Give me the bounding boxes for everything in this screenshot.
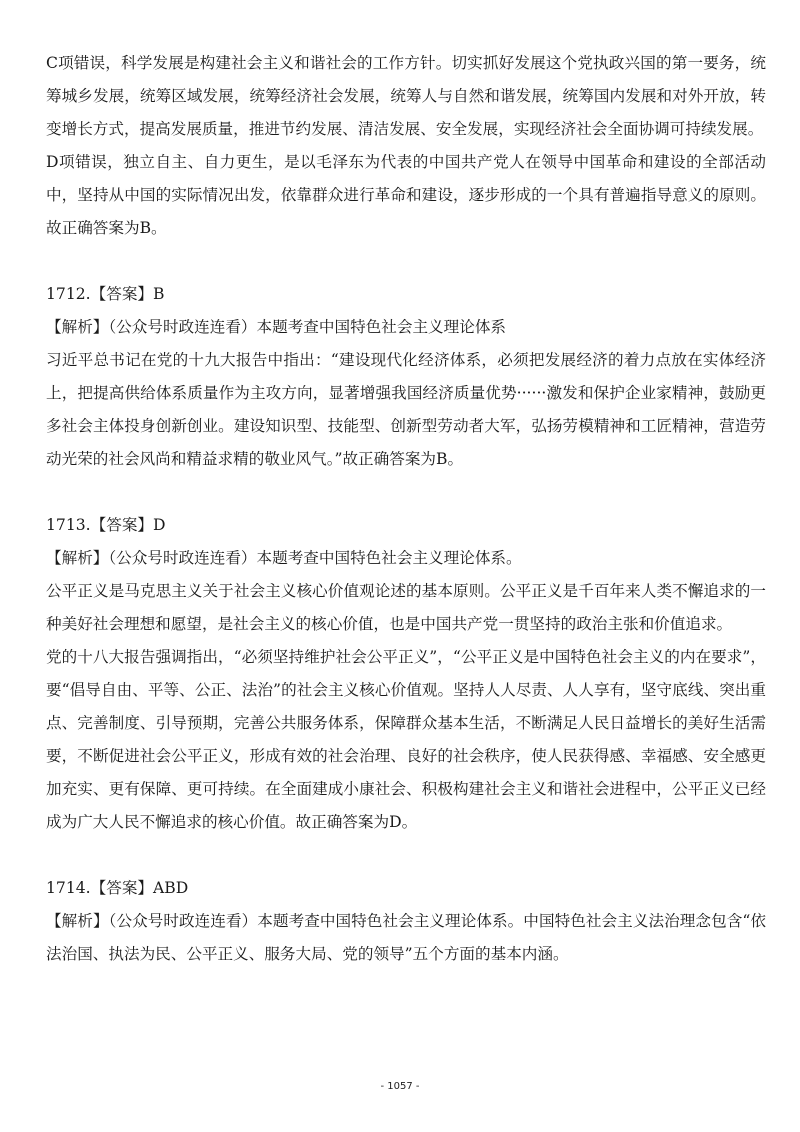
spacer [46, 476, 766, 509]
spacer [46, 839, 766, 872]
question-1713-body-2: 党的十八大报告强调指出，“必须坚持维护社会公平正义”，“公平正义是中国特色社会主义的内在要求”，要“倡导自由、平等、公正、法治”的社会主义核心价值观。坚持人人尽责、人人享有，坚守底线、突出重点、完善制度、引导预期，完善公共服务体系，保障群众基本生活，不断满足人民日益增长的美好生活需要，不断促进社会公平正义，形成有效的社会治理、良好的社会秩序，使人民获得感、幸福感、安全感更加充实、更有保障、更可持续。在全面建成小康社会、积极构建社会主义和谐社会进程中，公平正义已经成为广大人民不懈追求的核心价值。故正确答案为D。 [46, 648, 766, 831]
document-page [46, 47, 766, 971]
question-1713-body-1: 公平正义是马克思主义关于社会主义核心价值观论述的基本原则。公平正义是千百年来人类不懈追求的一种美好社会理想和愿望，是社会主义的核心价值，也是中国共产党一贯坚持的政治主张和价值追求。 [46, 582, 766, 633]
page-number: - 1057 - [380, 1081, 420, 1092]
question-1712-body: 习近平总书记在党的十九大报告中指出：“建设现代化经济体系，必须把发展经济的着力点放在实体经济上，把提高供给体系质量作为主攻方向，显著增强我国经济质量优势······激发和保护企业家精神，鼓励更多社会主体投身创新创业。建设知识型、技能型、创新型劳动者大军，弘扬劳模精神和工匠精神，营造劳动光荣的社会风尚和精益求精的敬业风气。”故正确答案为B。 [46, 351, 766, 468]
option-c-explanation: C项错误，科学发展是构建社会主义和谐社会的工作方针。切实抓好发展这个党执政兴国的第一要务，统筹城乡发展，统筹区域发展，统筹经济社会发展，统筹人与自然和谐发展，统筹国内发展和对外开放，转变增长方式，提高发展质量，推进节约发展、清洁发展、安全发展，实现经济社会全面协调可持续发展。 [46, 54, 766, 138]
question-1714-analysis: 【解析】（公众号时政连连看）本题考查中国特色社会主义理论体系。中国特色社会主义法治理念包含“依法治国、执法为民、公平正义、服务大局、党的领导”五个方面的基本内涵。 [46, 912, 766, 963]
spacer [46, 245, 766, 278]
option-d-explanation: D项错误，独立自主、自力更生，是以毛泽东为代表的中国共产党人在领导中国革命和建设的全部活动中，坚持从中国的实际情况出发，依靠群众进行革命和建设，逐步形成的一个具有普遍指导意义的原则。故正确答案为B。 [46, 153, 766, 237]
question-1714-answer: 1714.【答案】ABD [46, 879, 189, 897]
question-1712-analysis: 【解析】（公众号时政连连看）本题考查中国特色社会主义理论体系 [46, 318, 507, 336]
question-1713-answer: 1713.【答案】D [46, 516, 166, 534]
question-1712-answer: 1712.【答案】B [46, 285, 165, 303]
question-1713-analysis: 【解析】（公众号时政连连看）本题考查中国特色社会主义理论体系。 [46, 549, 522, 567]
